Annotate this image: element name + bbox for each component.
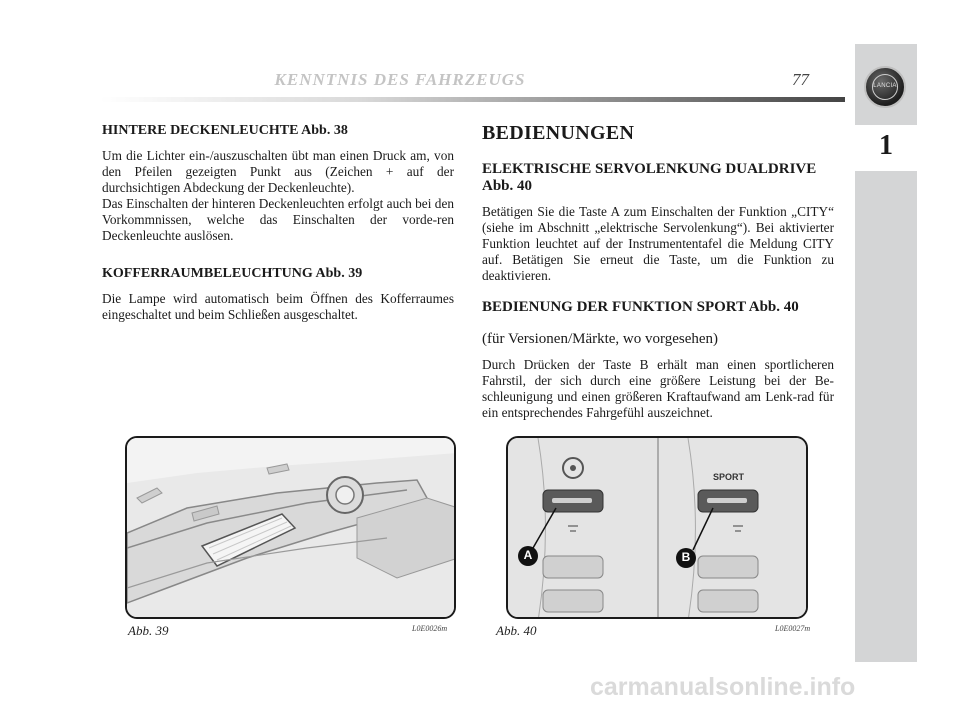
section-heading-rear-light: HINTERE DECKENLEUCHTE Abb. 38 (102, 123, 348, 138)
watermark: carmanualsonline.info (590, 673, 856, 701)
label-a: A (523, 548, 533, 562)
sport-subheading: (für Versionen/Märkte, wo vorgesehen) (482, 331, 719, 347)
trunk-light-illustration (127, 438, 456, 619)
section-heading-bedienungen: BEDIENUNGEN (482, 122, 635, 144)
page-header-title: KENNTNIS DES FAHRZEUGS (274, 70, 526, 89)
section-heading-sport: BEDIENUNG DER FUNKTION SPORT Abb. 40 (482, 299, 799, 315)
figure-40-buttons (506, 436, 808, 619)
lancia-logo (864, 66, 906, 108)
page-number: 77 (792, 70, 809, 89)
label-b: B (681, 550, 691, 564)
section-heading-trunk-light: KOFFERRAUMBELEUCHTUNG Abb. 39 (102, 266, 363, 281)
figure-39-trunk-light (125, 436, 456, 619)
dualdrive-sport-illustration (508, 438, 808, 619)
section-heading-dualdrive: ELEKTRISCHE SERVOLENKUNG DUALDRIVE Abb. 40 (482, 161, 817, 194)
logo-text: LANCIA (872, 74, 898, 100)
sport-text: Durch Drücken der Taste B erhält man einen sportlicheren Fahrstil, der sich durch eine größere Leistung bei der Be-schleunigung und einen größeren Kraftaufwand am Lenk-rad für ein entsprechendes Fahrgefühl auszeichnet. (482, 357, 834, 420)
figure-39-code: L0E0026m (412, 624, 448, 633)
right-column (482, 122, 834, 421)
figure-39-caption: Abb. 39 (128, 623, 169, 638)
dualdrive-text: Betätigen Sie die Taste A zum Einschalten der Funktion „CITY“ (siehe im Abschnitt „elektrische Servolenkung“). Bei aktivierter Funktion leuchtet auf der Instrumententafel die Meldung CITY auf. Betätigen Sie erneut die Taste, um die Funktion zu deaktivieren. (482, 204, 834, 283)
header-rule (100, 97, 845, 102)
trunk-light-text: Die Lampe wird automatisch beim Öffnen des Kofferraumes eingeschaltet und beim Schließen ausgeschaltet. (102, 291, 454, 322)
sport-label: SPORT (713, 472, 745, 482)
rear-light-text-1: Um die Lichter ein-/auszuschalten übt man einen Druck am, von den Pfeilen gezeigten Punkt aus (Zeichen + auf der durchsichtigen Abdeckung der Deckenleuchte). (102, 148, 454, 195)
left-column (102, 122, 454, 323)
chapter-number: 1 (879, 130, 893, 161)
figure-40-caption: Abb. 40 (496, 623, 537, 638)
figure-40-code: L0E0027m (775, 624, 811, 633)
rear-light-text-2: Das Einschalten der hinteren Deckenleuchten erfolgt auch bei den Vorkommnissen, welche das Einschalten der vorde-ren Deckenleuchte auslösen. (102, 196, 454, 243)
